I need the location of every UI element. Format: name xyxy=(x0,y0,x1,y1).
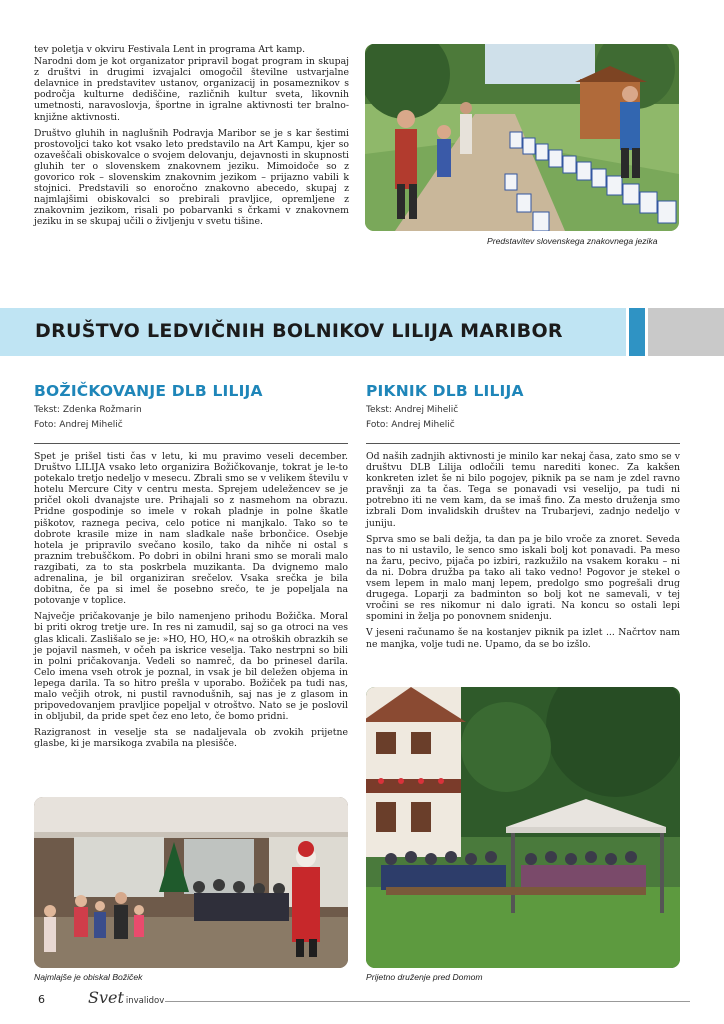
page-number: 6 xyxy=(38,993,45,1006)
left-article-paragraph: Razigranost in veselje sta se nadaljevala ob zvokih prijetne glasbe, ki je marsikoga zvabila na plesišče. xyxy=(34,727,348,750)
left-article-title: BOŽIČKOVANJE DLB LILIJA xyxy=(34,382,263,400)
right-article-paragraph: Od naših zadnjih aktivnosti je minilo kar nekaj časa, zato smo se v društvu DLB Lilija odločili temu narediti konec. Za kakšen konkreten izlet še ni bilo pogojev, piknik pa se nam je zdel ravno pravšnji za ta čas. Tega se ponavadi vsi veselijo, pa tudi ni potrebno iti ne vem kam, da se imaš fino. Za mesto druženja smo izbrali Dom invalidskih društev na Trubarjevi, zadnjo nedeljo v juniju. xyxy=(366,451,680,529)
right-article-author: Tekst: Andrej Mihelič xyxy=(366,405,459,415)
intro-paragraph: tev poletja v okviru Festivala Lent in programa Art kamp. xyxy=(34,44,306,55)
sign-language-photo-caption: Predstavitev slovenskega znakovnega jezika xyxy=(487,236,658,246)
right-article-body xyxy=(366,451,680,655)
picnic-photo-caption: Prijetno druženje pred Domom xyxy=(366,972,483,982)
section-title: DRUŠTVO LEDVIČNIH BOLNIKOV LILIJA MARIBOR xyxy=(35,320,563,342)
banner-accent-bar xyxy=(629,308,645,356)
banner-gray-bar xyxy=(648,308,724,356)
logo-sub-text: invalidov xyxy=(125,996,165,1006)
magazine-logo xyxy=(88,988,164,1007)
left-article-body xyxy=(34,451,348,754)
left-article-paragraph: Spet je prišel tisti čas v letu, ki mu pravimo veseli december. Društvo LILIJA vsako leto organizira Božičkovanje, tokrat je le-to potekalo tretjo nedeljo v mesecu. Zbrali smo se v velikem številu v hotelu Mercure City v centru mesta. Sprejem udeležencev se je pričel okoli dvanajste ure. Prihajali so z nasmehom na obrazu. Pridne gospodinje so imele v rokah pladnje in polne škatle piškotov, raznega peciva, celo potice ni manjkalo. Tako so te dobrote krasile mize in nam sladkale naše brbončice. Osebje hotela je pripravilo svečano kosilo, tako da nihče ni ostal s praznim trebuščkom. Po dobri in obilni hrani smo se morali malo razgibati, za to sta poskrbela muzikanta. Da dvignemo malo adrenalina, je bil organiziran srečelov. Vsaka srečka je bila dobitna, če pa si imel še posebno srečo, te je popeljala na potovanje v toplice. xyxy=(34,451,348,607)
santa-visit-photo xyxy=(34,797,348,968)
right-article-rule xyxy=(366,443,680,444)
picnic-photo xyxy=(366,687,680,968)
left-article-author: Tekst: Zdenka Rožmarin xyxy=(34,405,142,415)
right-article-title: PIKNIK DLB LILIJA xyxy=(366,382,524,400)
footer-rule xyxy=(165,1001,690,1002)
left-article-paragraph: Največje pričakovanje je bilo namenjeno prihodu Božička. Moral bi priti okrog tretje ure. In res ni zamudil, saj so ga otroci na ves glas klicali. Zaslišalo se je: »HO, HO, HO,« na otroških obrazkih se je pojavil nasmeh, v očeh pa iskrice veselja. Tako nestrpni so bili in polni pričakovanja. Vedeli so namreč, da bo prinesel darila. Celo imena vseh otrok je poznal, in vsak je bil deležen objema in lepega darila. Ta so hitro prešla v uporabo. Božiček pa tudi nas, malo večjih otrok, ni pustil ravnodušnih, saj nas je z glasom in pripovedovanjem pravljice popeljal v otroštvo. Nato se je poslovil in obljubil, da pride spet čez eno leto, če bomo pridni. xyxy=(34,611,348,723)
right-article-paragraph: Sprva smo se bali dežja, ta dan pa je bilo vroče za znoret. Seveda nas to ni ustavilo, le senco smo iskali bolj kot ponavadi. Pa meso na žaru, pecivo, pijača po izbiri, razkužilo na vsakem koraku – ni da ni. Dobra družba pa tako ali tako vedno! Pogovor je stekel o vsem lepem in malo manj lepem, predolgo smo pogrešali drug drugega. Loparji za badminton so bolj kot ne samevali, v tej vročini se res nikomur ni dalo igrati. Na koncu so ostali lepi spomini in želja po ponovnem snidenju. xyxy=(366,533,680,623)
right-article-paragraph: V jeseni računamo še na kostanjev piknik pa izlet ... Načrtov nam ne manjka, volje tudi ne. Upamo, da se bo izšlo. xyxy=(366,627,680,650)
right-article-photo-credit: Foto: Andrej Mihelič xyxy=(366,420,455,430)
intro-text-column xyxy=(34,44,349,233)
intro-paragraph: Društvo gluhih in naglušnih Podravja Maribor se je s kar šestimi prostovoljci tako kot vsako leto predstavilo na Art Kampu, kjer so ozaveščali obiskovalce o svojem delovanju, dejavnosti in skupnosti gluhih ter o slovenskem znakovnem jeziku. Mimoidoče so z govorico rok – slovenskim znakovnim jezikom – prijazno vabili k stojnici. Predstavili so enoročno znakovno abecedo, skupaj z najmlajšimi obiskovalci so prebirali pravljice, opremljene z znakovnim jezikom, risali po pobarvanki s črkami v znakovnem jeziku in se skupaj učili o življenju v svetu tišine. xyxy=(34,127,349,228)
intro-paragraph: Narodni dom je kot organizator pripravil bogat program in skupaj z društvi in drugimi izvajalci omogočil številne ustvarjalne delavnice in predstavitev ustanov, organizacij in posameznikov s področja kulturne dediščine, različnih kultur sveta, likovnih umetnosti, naravoslovja, športne in igralne aktivnosti ter bralno-knjižne aktivnosti. xyxy=(34,56,349,123)
logo-main-text: Svet xyxy=(88,988,124,1007)
sign-language-photo xyxy=(365,44,679,231)
left-article-rule xyxy=(34,443,348,444)
left-article-photo-credit: Foto: Andrej Mihelič xyxy=(34,420,123,430)
santa-visit-photo-caption: Najmlajše je obiskal Božiček xyxy=(34,972,143,982)
